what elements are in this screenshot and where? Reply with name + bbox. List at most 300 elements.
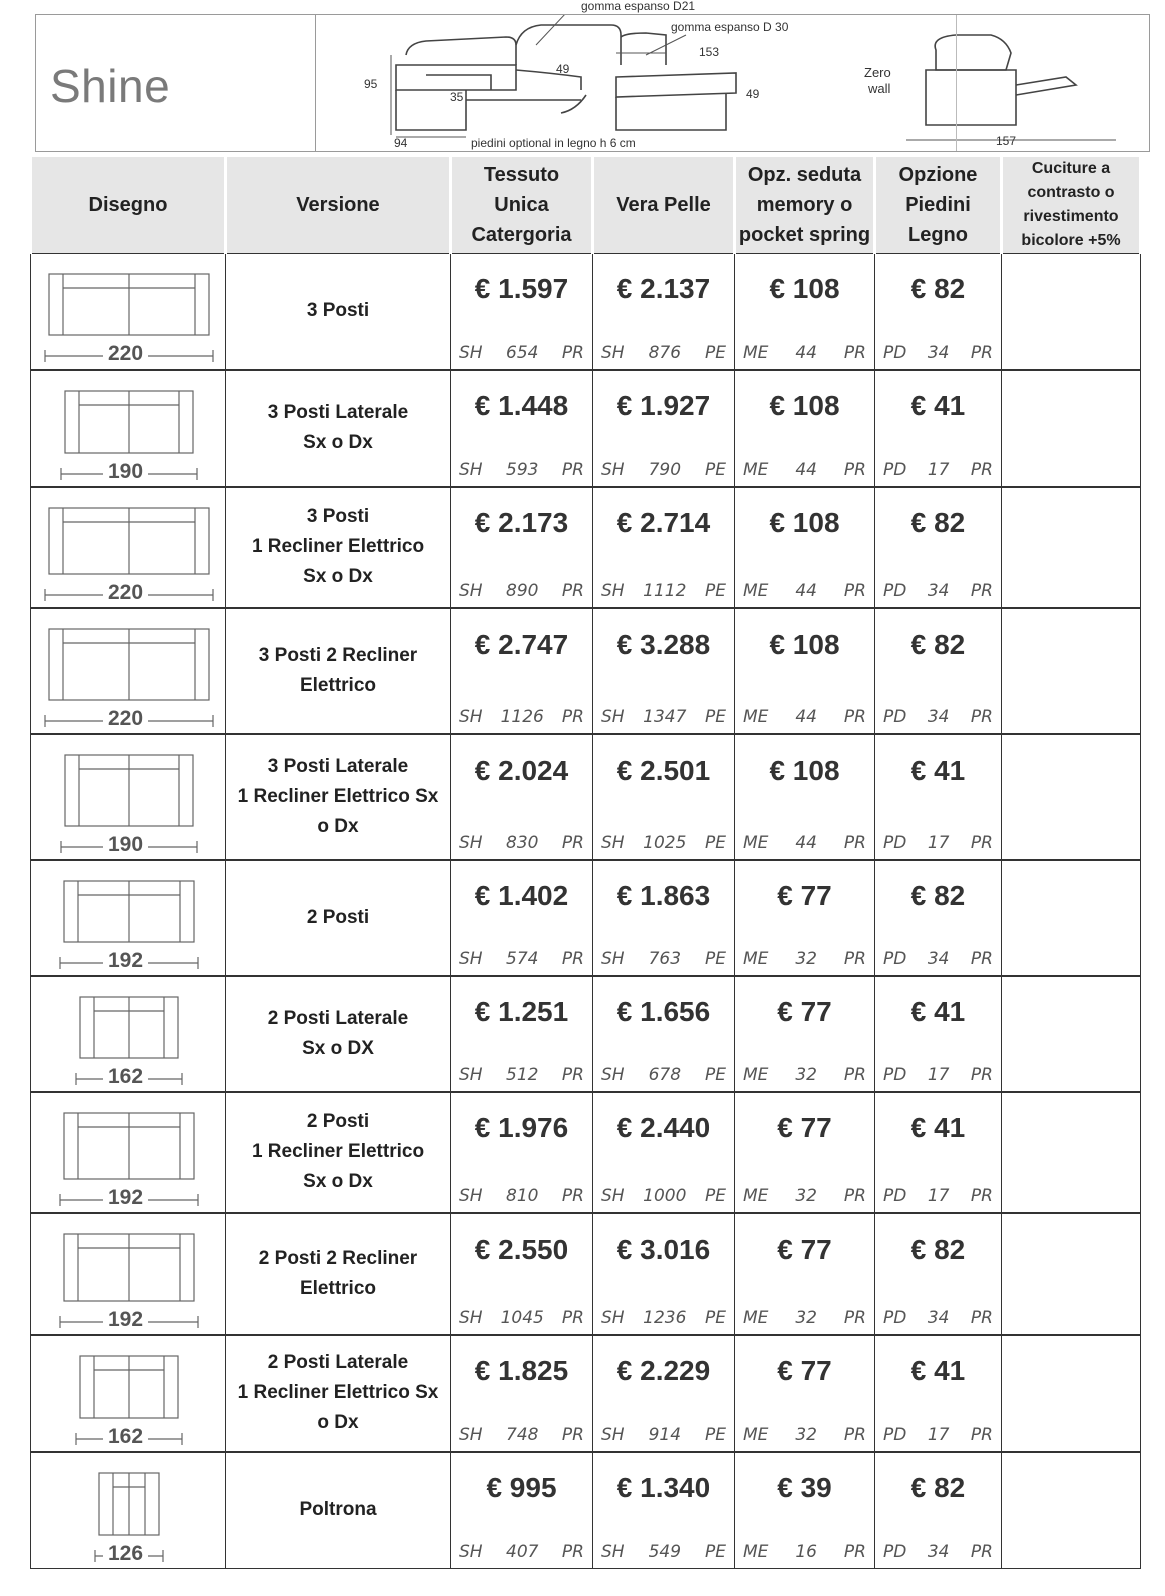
price-value: € 108 bbox=[769, 506, 840, 538]
code-part: PE bbox=[705, 948, 726, 969]
code-part: 678 bbox=[648, 1064, 682, 1085]
code-part: 549 bbox=[648, 1542, 682, 1562]
width-label: 220 bbox=[103, 342, 148, 366]
code-part: 34 bbox=[927, 580, 950, 601]
version-line: 2 Posti Laterale bbox=[267, 1007, 409, 1029]
version-line: 2 Posti Laterale bbox=[267, 1352, 409, 1373]
version-line: 3 Posti Laterale bbox=[267, 402, 409, 423]
version-cell bbox=[226, 254, 451, 370]
code-part: ME bbox=[743, 832, 769, 853]
code-part: PR bbox=[843, 342, 866, 363]
code-part: SH bbox=[459, 342, 483, 363]
code-part: PR bbox=[561, 948, 584, 969]
stitch-option-cell bbox=[1002, 254, 1141, 370]
fabric-price-cell bbox=[451, 1213, 593, 1335]
code-part: 17 bbox=[927, 459, 950, 480]
price-code bbox=[743, 343, 866, 363]
code-part: PD bbox=[883, 459, 907, 480]
version-line: o Dx bbox=[317, 1412, 359, 1433]
table-row bbox=[31, 254, 1141, 370]
price-value: € 82 bbox=[910, 273, 966, 304]
leather-price-cell bbox=[593, 254, 735, 370]
price-code bbox=[601, 707, 726, 727]
fabric-price-cell bbox=[451, 608, 593, 734]
version-cell bbox=[226, 976, 451, 1092]
feet-price-cell bbox=[875, 1335, 1002, 1452]
version-line: 1 Recliner Elettrico bbox=[251, 536, 425, 557]
version-cell bbox=[226, 487, 451, 608]
code-part: ME bbox=[743, 1424, 769, 1445]
price-value: € 77 bbox=[777, 1233, 832, 1265]
price-code bbox=[883, 1425, 993, 1445]
version-line: 3 Posti bbox=[306, 300, 370, 322]
code-part: 32 bbox=[795, 1307, 817, 1328]
code-part: PD bbox=[883, 1185, 907, 1206]
code-part: PR bbox=[970, 948, 993, 969]
sofa-drawing-cell bbox=[31, 1213, 226, 1335]
price-code bbox=[743, 1425, 866, 1445]
leather-price-cell bbox=[593, 487, 735, 608]
price-value: € 82 bbox=[910, 879, 966, 911]
sofa-drawing-cell bbox=[31, 487, 226, 608]
code-part: 32 bbox=[795, 1185, 817, 1206]
price-value: € 41 bbox=[910, 754, 966, 786]
code-part: 44 bbox=[795, 342, 817, 363]
product-name: Shine bbox=[50, 60, 171, 112]
code-part: 876 bbox=[648, 342, 682, 363]
code-part: SH bbox=[459, 459, 483, 480]
code-part: 34 bbox=[927, 706, 950, 727]
table-row bbox=[31, 370, 1141, 487]
code-part: SH bbox=[601, 1542, 625, 1562]
price-value: € 3.288 bbox=[616, 628, 711, 660]
width-label: 220 bbox=[103, 707, 148, 731]
price-code bbox=[601, 343, 726, 363]
price-value: € 2.137 bbox=[616, 273, 711, 304]
code-part: ME bbox=[743, 1064, 769, 1085]
table-row bbox=[31, 1092, 1141, 1213]
code-part: SH bbox=[601, 342, 625, 363]
code-part: PR bbox=[970, 832, 993, 853]
fabric-price-cell bbox=[451, 254, 593, 370]
price-value: € 995 bbox=[486, 1471, 557, 1503]
fabric-price-cell bbox=[451, 734, 593, 860]
version-cell bbox=[226, 608, 451, 734]
code-part: 1236 bbox=[643, 1307, 687, 1328]
price-value: € 77 bbox=[777, 1111, 832, 1143]
code-part: PR bbox=[970, 706, 993, 727]
memory-price-cell bbox=[735, 1213, 875, 1335]
code-part: ME bbox=[743, 580, 769, 601]
code-part: PR bbox=[843, 459, 866, 480]
code-part: 1347 bbox=[643, 706, 687, 727]
version-cell bbox=[226, 1213, 451, 1335]
leather-price-cell bbox=[593, 1335, 735, 1452]
code-part: PD bbox=[883, 342, 907, 363]
code-part: PR bbox=[561, 832, 584, 853]
price-value: € 77 bbox=[777, 1354, 832, 1386]
code-part: 44 bbox=[795, 580, 817, 601]
table-row bbox=[31, 976, 1141, 1092]
stitch-option-cell bbox=[1002, 1092, 1141, 1213]
price-code bbox=[743, 707, 866, 727]
price-code bbox=[883, 1186, 993, 1206]
price-code bbox=[459, 1542, 584, 1562]
code-part: PR bbox=[843, 1064, 866, 1085]
price-code bbox=[601, 949, 726, 969]
table-row bbox=[31, 487, 1141, 608]
code-part: PD bbox=[883, 1424, 907, 1445]
dim-157: 157 bbox=[996, 134, 1017, 148]
price-code bbox=[883, 1065, 993, 1085]
dim-feet-note: piedini optional in legno h 6 cm bbox=[471, 136, 636, 150]
version-cell bbox=[226, 734, 451, 860]
version-line: Sx o DX bbox=[302, 1037, 374, 1059]
width-label: 192 bbox=[103, 1308, 148, 1332]
code-part: 1000 bbox=[643, 1185, 687, 1206]
leather-price-cell bbox=[593, 976, 735, 1092]
width-label: 126 bbox=[103, 1542, 148, 1566]
width-label: 190 bbox=[103, 460, 148, 484]
code-part: PR bbox=[843, 1542, 866, 1562]
price-value: € 1.597 bbox=[474, 273, 569, 304]
price-code bbox=[459, 1308, 584, 1328]
price-code bbox=[883, 1542, 993, 1562]
table-row bbox=[31, 1213, 1141, 1335]
code-part: PR bbox=[561, 459, 584, 480]
memory-price-cell bbox=[735, 734, 875, 860]
price-value: € 2.440 bbox=[616, 1111, 711, 1143]
price-value: € 1.251 bbox=[474, 995, 569, 1027]
price-code bbox=[883, 460, 993, 480]
version-line: 3 Posti Laterale bbox=[267, 755, 409, 777]
code-part: PE bbox=[705, 706, 726, 727]
code-part: 593 bbox=[506, 459, 539, 480]
code-part: PR bbox=[843, 832, 866, 853]
table-header-row bbox=[31, 157, 1141, 254]
code-part: PD bbox=[883, 706, 907, 727]
code-part: 34 bbox=[927, 948, 950, 969]
header-divider bbox=[956, 15, 957, 151]
code-part: 44 bbox=[795, 706, 817, 727]
price-value: € 2.747 bbox=[474, 628, 569, 660]
price-code bbox=[459, 1065, 584, 1085]
price-value: € 108 bbox=[769, 754, 840, 786]
code-part: PR bbox=[970, 1542, 993, 1562]
code-part: ME bbox=[743, 706, 769, 727]
code-part: ME bbox=[743, 1307, 769, 1328]
price-code bbox=[743, 833, 866, 853]
code-part: PE bbox=[705, 1424, 726, 1445]
code-part: ME bbox=[743, 1185, 769, 1206]
dim-wall: wall bbox=[868, 81, 891, 96]
code-part: 32 bbox=[795, 948, 817, 969]
version-line: 3 Posti bbox=[306, 506, 370, 527]
price-code bbox=[743, 1186, 866, 1206]
width-label: 192 bbox=[103, 1186, 148, 1210]
memory-price-cell bbox=[735, 976, 875, 1092]
price-code bbox=[459, 343, 584, 363]
price-value: € 2.024 bbox=[474, 754, 569, 786]
sofa-drawing-cell bbox=[31, 1335, 226, 1452]
price-code bbox=[743, 581, 866, 601]
stitch-option-cell bbox=[1002, 1452, 1141, 1569]
code-part: 830 bbox=[506, 832, 539, 853]
price-code bbox=[459, 460, 584, 480]
price-code bbox=[601, 833, 726, 853]
memory-price-cell bbox=[735, 254, 875, 370]
feet-price-cell bbox=[875, 976, 1002, 1092]
table-row bbox=[31, 1335, 1141, 1452]
dim-49a: 49 bbox=[556, 62, 570, 76]
code-part: PE bbox=[705, 580, 726, 601]
price-code bbox=[601, 1186, 726, 1206]
code-part: PE bbox=[705, 832, 726, 853]
price-code bbox=[743, 460, 866, 480]
price-value: € 108 bbox=[769, 389, 840, 421]
price-code bbox=[459, 833, 584, 853]
sofa-drawing-cell bbox=[31, 370, 226, 487]
code-part: 17 bbox=[927, 1185, 950, 1206]
price-value: € 1.825 bbox=[474, 1354, 569, 1386]
memory-price-cell bbox=[735, 487, 875, 608]
price-code bbox=[459, 707, 584, 727]
feet-price-cell bbox=[875, 1092, 1002, 1213]
col-memory: Opz. seduta memory o pocket spring bbox=[735, 157, 875, 254]
sofa-drawing-cell bbox=[31, 608, 226, 734]
code-part: SH bbox=[459, 1542, 483, 1562]
memory-price-cell bbox=[735, 1452, 875, 1569]
code-part: PR bbox=[970, 1064, 993, 1085]
price-value: € 1.448 bbox=[474, 389, 569, 421]
version-cell bbox=[226, 860, 451, 976]
sofa-drawing-cell bbox=[31, 1092, 226, 1213]
price-code bbox=[883, 833, 993, 853]
code-part: PR bbox=[843, 1185, 866, 1206]
code-part: SH bbox=[459, 706, 483, 727]
price-value: € 3.016 bbox=[616, 1233, 711, 1265]
memory-price-cell bbox=[735, 1335, 875, 1452]
fabric-price-cell bbox=[451, 860, 593, 976]
price-code bbox=[601, 1308, 726, 1328]
leather-price-cell bbox=[593, 734, 735, 860]
dim-35: 35 bbox=[450, 90, 464, 104]
code-part: PR bbox=[561, 1307, 584, 1328]
version-line: Sx o Dx bbox=[303, 566, 373, 587]
code-part: PD bbox=[883, 948, 907, 969]
code-part: PR bbox=[970, 1185, 993, 1206]
price-code bbox=[601, 1065, 726, 1085]
price-code bbox=[743, 1065, 866, 1085]
feet-price-cell bbox=[875, 734, 1002, 860]
price-value: € 2.501 bbox=[616, 754, 711, 786]
code-part: PR bbox=[561, 580, 584, 601]
leather-price-cell bbox=[593, 1092, 735, 1213]
price-code bbox=[743, 1542, 866, 1562]
table-body bbox=[31, 254, 1141, 1569]
feet-price-cell bbox=[875, 608, 1002, 734]
version-line: Elettrico bbox=[299, 674, 377, 696]
price-value: € 77 bbox=[777, 879, 832, 911]
code-part: PE bbox=[705, 1185, 726, 1206]
feet-price-cell bbox=[875, 254, 1002, 370]
version-cell bbox=[226, 1452, 451, 1569]
code-part: PR bbox=[561, 1424, 584, 1445]
stitch-option-cell bbox=[1002, 608, 1141, 734]
code-part: 17 bbox=[927, 1424, 950, 1445]
price-code bbox=[601, 1542, 726, 1562]
col-leather: Vera Pelle bbox=[593, 157, 735, 254]
code-part: PD bbox=[883, 1542, 907, 1562]
feet-price-cell bbox=[875, 370, 1002, 487]
code-part: PE bbox=[705, 342, 726, 363]
price-code bbox=[459, 1186, 584, 1206]
dim-zero: Zero bbox=[864, 65, 891, 80]
code-part: 1112 bbox=[643, 580, 687, 601]
sofa-drawing-cell bbox=[31, 254, 226, 370]
leather-price-cell bbox=[593, 1452, 735, 1569]
code-part: 790 bbox=[648, 459, 682, 480]
code-part: PR bbox=[561, 1542, 584, 1562]
code-part: 16 bbox=[795, 1542, 817, 1562]
code-part: PR bbox=[970, 1307, 993, 1328]
version-line: 2 Posti 2 Recliner bbox=[258, 1247, 418, 1269]
width-label: 192 bbox=[103, 949, 148, 973]
version-cell bbox=[226, 370, 451, 487]
code-part: PR bbox=[843, 706, 866, 727]
code-part: SH bbox=[601, 580, 625, 601]
price-code bbox=[743, 949, 866, 969]
leather-price-cell bbox=[593, 370, 735, 487]
code-part: 32 bbox=[795, 1424, 817, 1445]
code-part: PR bbox=[970, 342, 993, 363]
price-value: € 2.173 bbox=[474, 506, 569, 538]
price-code bbox=[883, 707, 993, 727]
price-value: € 108 bbox=[769, 273, 840, 304]
code-part: SH bbox=[601, 1424, 625, 1445]
price-table bbox=[29, 157, 1142, 1569]
price-code bbox=[883, 581, 993, 601]
memory-price-cell bbox=[735, 608, 875, 734]
code-part: 34 bbox=[927, 1307, 950, 1328]
stitch-option-cell bbox=[1002, 1335, 1141, 1452]
table-row bbox=[31, 734, 1141, 860]
version-cell bbox=[226, 1335, 451, 1452]
code-part: PD bbox=[883, 1307, 907, 1328]
code-part: PE bbox=[705, 1542, 726, 1562]
price-value: € 1.656 bbox=[616, 995, 711, 1027]
code-part: PD bbox=[883, 1064, 907, 1085]
width-label: 190 bbox=[103, 833, 148, 857]
code-part: PE bbox=[705, 459, 726, 480]
code-part: 17 bbox=[927, 1064, 950, 1085]
version-line: Sx o Dx bbox=[303, 432, 373, 453]
dim-153: 153 bbox=[699, 45, 720, 59]
col-feet: Opzione Piedini Legno bbox=[875, 157, 1002, 254]
code-part: SH bbox=[459, 948, 483, 969]
code-part: PR bbox=[843, 1307, 866, 1328]
price-value: € 1.927 bbox=[616, 389, 711, 421]
version-cell bbox=[226, 1092, 451, 1213]
dim-49b: 49 bbox=[746, 87, 760, 101]
code-part: SH bbox=[601, 1064, 625, 1085]
price-value: € 41 bbox=[910, 1111, 966, 1143]
sofa-drawing-cell bbox=[31, 734, 226, 860]
code-part: 512 bbox=[506, 1064, 539, 1085]
code-part: SH bbox=[601, 1185, 625, 1206]
leather-price-cell bbox=[593, 1213, 735, 1335]
version-line: 1 Recliner Elettrico Sx bbox=[237, 1382, 439, 1403]
code-part: ME bbox=[743, 459, 769, 480]
price-value: € 1.402 bbox=[474, 879, 569, 911]
version-line: 2 Posti bbox=[306, 1111, 370, 1132]
version-line: Poltrona bbox=[299, 1499, 377, 1521]
code-part: 1045 bbox=[500, 1307, 544, 1328]
sofa-drawing-cell bbox=[31, 860, 226, 976]
col-drawing: Disegno bbox=[31, 157, 226, 254]
version-line: 1 Recliner Elettrico bbox=[251, 1141, 425, 1162]
code-part: SH bbox=[459, 580, 483, 601]
code-part: PR bbox=[843, 1424, 866, 1445]
code-part: 890 bbox=[506, 580, 539, 601]
price-value: € 41 bbox=[910, 389, 966, 421]
col-version: Versione bbox=[226, 157, 451, 254]
price-code bbox=[459, 1425, 584, 1445]
header-panel bbox=[35, 0, 1150, 152]
code-part: SH bbox=[601, 459, 625, 480]
feet-price-cell bbox=[875, 487, 1002, 608]
memory-price-cell bbox=[735, 1092, 875, 1213]
sofa-drawing-cell bbox=[31, 976, 226, 1092]
version-line: Sx o Dx bbox=[303, 1171, 373, 1192]
price-code bbox=[601, 460, 726, 480]
dim-94: 94 bbox=[394, 136, 408, 150]
price-code bbox=[883, 1308, 993, 1328]
width-label: 162 bbox=[103, 1065, 148, 1089]
fabric-price-cell bbox=[451, 976, 593, 1092]
width-label: 162 bbox=[103, 1425, 148, 1449]
code-part: PE bbox=[705, 1307, 726, 1328]
price-value: € 82 bbox=[910, 628, 966, 660]
price-code bbox=[601, 1425, 726, 1445]
code-part: SH bbox=[459, 1185, 483, 1206]
code-part: 574 bbox=[506, 948, 539, 969]
col-stitch: Cuciture a contrasto o rivestimento bicolore +5% bbox=[1002, 157, 1141, 254]
code-part: ME bbox=[743, 1542, 769, 1562]
price-value: € 2.714 bbox=[616, 506, 711, 538]
price-value: € 82 bbox=[910, 1233, 966, 1265]
code-part: 1025 bbox=[643, 832, 687, 853]
memory-price-cell bbox=[735, 370, 875, 487]
sofa-drawing-cell bbox=[31, 1452, 226, 1569]
stitch-option-cell bbox=[1002, 734, 1141, 860]
stitch-option-cell bbox=[1002, 1213, 1141, 1335]
product-name-cell bbox=[36, 15, 316, 151]
stitch-option-cell bbox=[1002, 487, 1141, 608]
code-part: SH bbox=[601, 1307, 625, 1328]
price-value: € 1.340 bbox=[616, 1471, 711, 1503]
code-part: 34 bbox=[927, 342, 950, 363]
code-part: PR bbox=[561, 342, 584, 363]
dim-foam-d21: gomma espanso D21 bbox=[581, 0, 696, 13]
code-part: 44 bbox=[795, 832, 817, 853]
price-value: € 108 bbox=[769, 628, 840, 660]
code-part: PR bbox=[970, 1424, 993, 1445]
table-row bbox=[31, 1452, 1141, 1569]
code-part: PR bbox=[970, 459, 993, 480]
code-part: SH bbox=[601, 948, 625, 969]
fabric-price-cell bbox=[451, 1092, 593, 1213]
